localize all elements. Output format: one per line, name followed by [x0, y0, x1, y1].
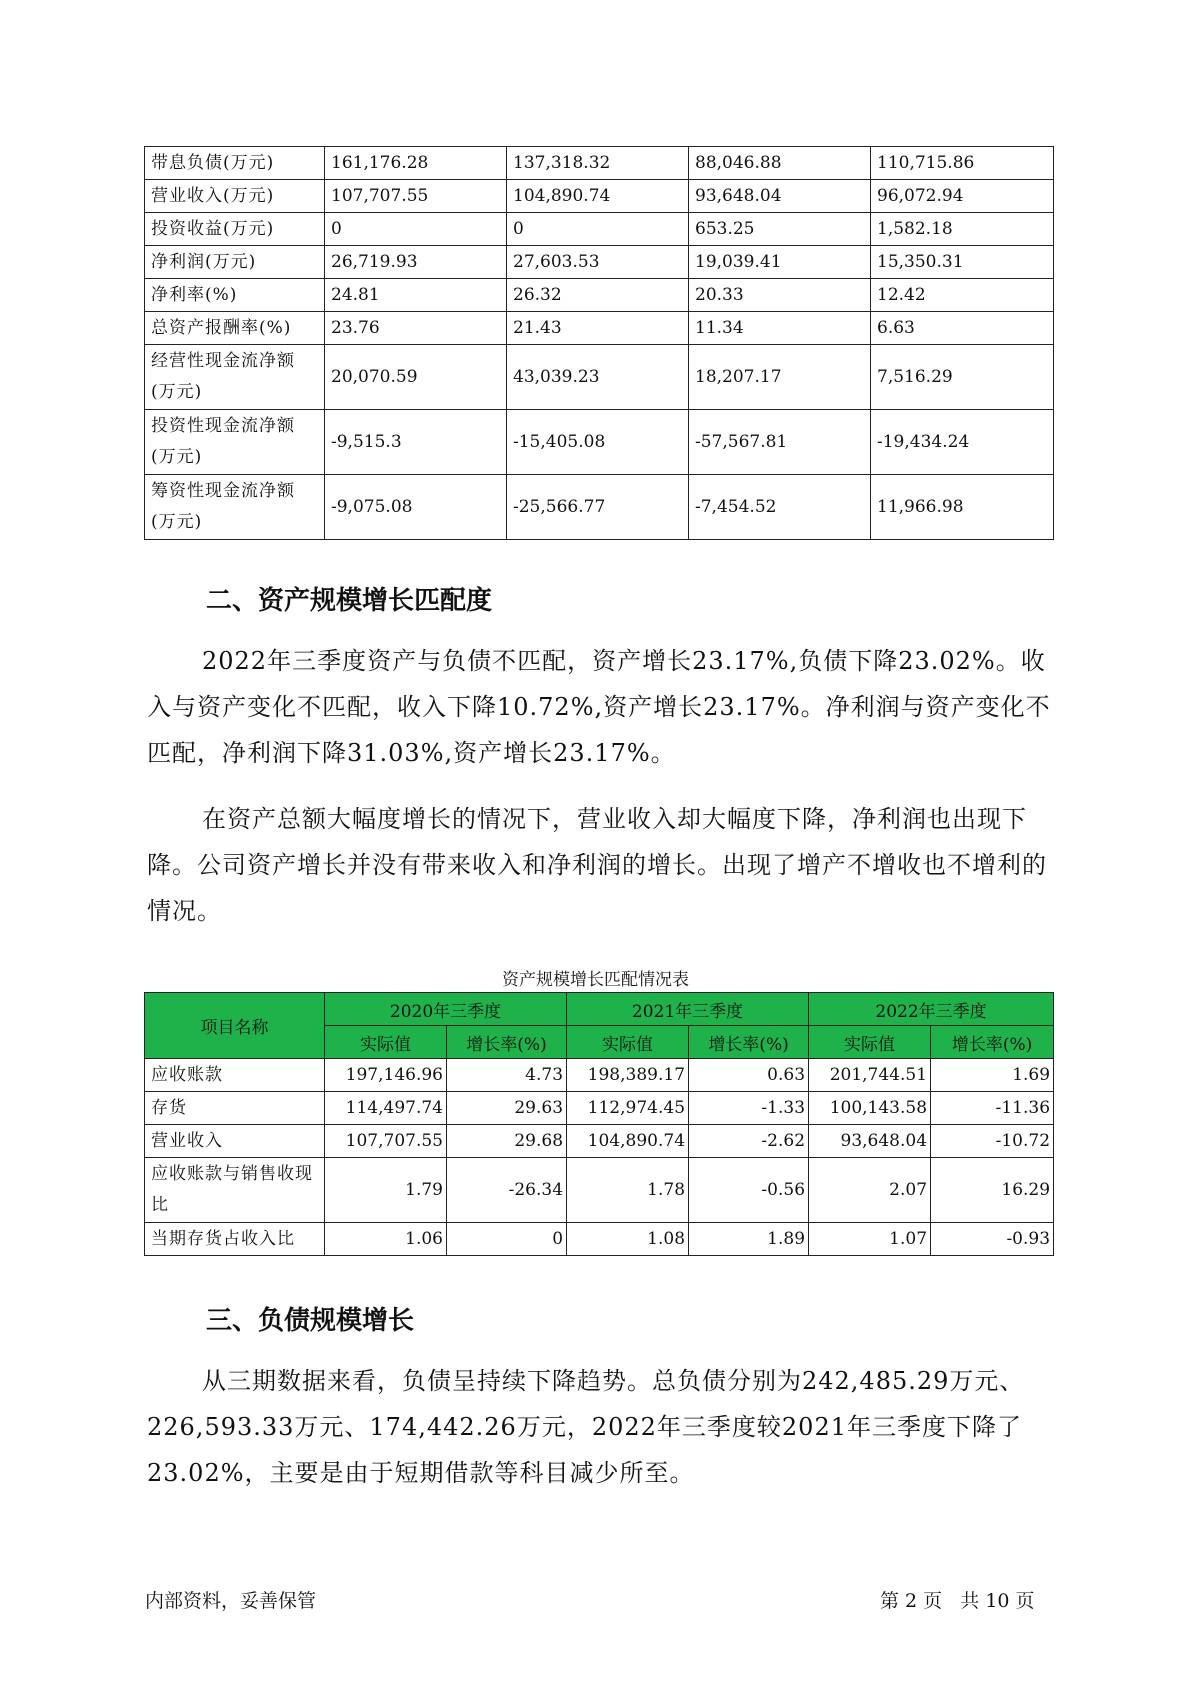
section-heading: 二、资产规模增长匹配度	[206, 586, 493, 616]
table-cell: -7,454.52	[689, 475, 871, 540]
table-cell: 653.25	[689, 213, 871, 246]
table-row	[145, 1125, 1054, 1158]
column-header: 2020年三季度	[325, 993, 567, 1026]
table-cell: 0	[507, 213, 689, 246]
table-cell: 201,744.51	[809, 1059, 931, 1092]
page-number: 第 2 页 共 10 页	[880, 1590, 1035, 1612]
table-cell: 26,719.93	[325, 246, 507, 279]
table-cell: 4.73	[447, 1059, 567, 1092]
asset-growth-match-table	[144, 992, 1054, 1256]
table-cell: 198,389.17	[567, 1059, 689, 1092]
row-label: 投资收益(万元)	[145, 213, 325, 246]
table-cell: 93,648.04	[689, 180, 871, 213]
table-row	[145, 246, 1054, 279]
table-cell: 27,603.53	[507, 246, 689, 279]
table-cell: 1,582.18	[871, 213, 1054, 246]
footer-confidential-note: 内部资料，妥善保管	[145, 1590, 317, 1612]
financial-indicators-table	[144, 146, 1054, 540]
row-label: 净利率(%)	[145, 279, 325, 312]
table-cell: 161,176.28	[325, 147, 507, 180]
table-cell: 16.29	[931, 1158, 1054, 1223]
table-cell: 0.63	[689, 1059, 809, 1092]
row-label: 总资产报酬率(%)	[145, 312, 325, 345]
column-header: 2021年三季度	[567, 993, 809, 1026]
table-cell: -0.93	[931, 1223, 1054, 1256]
table-cell: 26.32	[507, 279, 689, 312]
table-cell: 104,890.74	[567, 1125, 689, 1158]
table-cell: 93,648.04	[809, 1125, 931, 1158]
table-cell: 104,890.74	[507, 180, 689, 213]
table-cell: 88,046.88	[689, 147, 871, 180]
table-cell: 7,516.29	[871, 345, 1054, 410]
paragraph: 2022年三季度资产与负债不匹配，资产增长23.17%,负债下降23.02%。收入与资产变化不匹配，收入下降10.72%,资产增长23.17%。净利润与资产变化不匹配，净利润下降31.03%,资产增长23.17%。	[147, 647, 1051, 767]
table-row	[145, 147, 1054, 180]
column-header: 实际值	[809, 1026, 931, 1059]
table-cell: 21.43	[507, 312, 689, 345]
table-cell: 96,072.94	[871, 180, 1054, 213]
table-row	[145, 312, 1054, 345]
table-cell: 1.06	[325, 1223, 447, 1256]
table-cell: 23.76	[325, 312, 507, 345]
table-cell: 1.08	[567, 1223, 689, 1256]
table-cell: 0	[325, 213, 507, 246]
table-cell: 1.79	[325, 1158, 447, 1223]
row-label: 经营性现金流净额(万元)	[145, 345, 325, 410]
row-label: 带息负债(万元)	[145, 147, 325, 180]
row-label: 营业收入(万元)	[145, 180, 325, 213]
column-header: 实际值	[567, 1026, 689, 1059]
row-label: 应收账款与销售收现比	[145, 1158, 325, 1223]
table-caption: 资产规模增长匹配情况表	[502, 970, 689, 990]
table-cell: 112,974.45	[567, 1092, 689, 1125]
table-header-row	[145, 993, 1054, 1026]
table-cell: 114,497.74	[325, 1092, 447, 1125]
row-label: 存货	[145, 1092, 325, 1125]
table-cell: -26.34	[447, 1158, 567, 1223]
table-cell: 100,143.58	[809, 1092, 931, 1125]
column-header: 增长率(%)	[689, 1026, 809, 1059]
table-cell: 20.33	[689, 279, 871, 312]
table-cell: 1.69	[931, 1059, 1054, 1092]
table-cell: -57,567.81	[689, 410, 871, 475]
table-row	[145, 1092, 1054, 1125]
table-row	[145, 475, 1054, 540]
table-cell: -9,515.3	[325, 410, 507, 475]
table-cell: 20,070.59	[325, 345, 507, 410]
row-label: 筹资性现金流净额(万元)	[145, 475, 325, 540]
table-cell: 1.78	[567, 1158, 689, 1223]
table-row	[145, 1223, 1054, 1256]
table-cell: 197,146.96	[325, 1059, 447, 1092]
table-cell: -19,434.24	[871, 410, 1054, 475]
row-label: 投资性现金流净额(万元)	[145, 410, 325, 475]
section-heading: 三、负债规模增长	[206, 1306, 415, 1336]
table-cell: 24.81	[325, 279, 507, 312]
table-cell: -1.33	[689, 1092, 809, 1125]
table-cell: -15,405.08	[507, 410, 689, 475]
table-row	[145, 345, 1054, 410]
column-header: 2022年三季度	[809, 993, 1054, 1026]
column-header: 实际值	[325, 1026, 447, 1059]
table-row	[145, 279, 1054, 312]
table-cell: 107,707.55	[325, 1125, 447, 1158]
table-cell: 0	[447, 1223, 567, 1256]
row-label: 当期存货占收入比	[145, 1223, 325, 1256]
table-cell: 15,350.31	[871, 246, 1054, 279]
table-cell: 43,039.23	[507, 345, 689, 410]
table-row	[145, 1158, 1054, 1223]
table-row	[145, 1059, 1054, 1092]
table-cell: 19,039.41	[689, 246, 871, 279]
table-cell: -2.62	[689, 1125, 809, 1158]
table-cell: -0.56	[689, 1158, 809, 1223]
paragraph: 在资产总额大幅度增长的情况下，营业收入却大幅度下降，净利润也出现下降。公司资产增长并没有带来收入和净利润的增长。出现了增产不增收也不增利的情况。	[147, 805, 1047, 925]
table-cell: 11,966.98	[871, 475, 1054, 540]
table-cell: 110,715.86	[871, 147, 1054, 180]
table-cell: 12.42	[871, 279, 1054, 312]
column-header: 增长率(%)	[931, 1026, 1054, 1059]
column-header: 项目名称	[145, 993, 325, 1059]
table-row	[145, 213, 1054, 246]
table-cell: 18,207.17	[689, 345, 871, 410]
table-cell: -9,075.08	[325, 475, 507, 540]
table-cell: 29.63	[447, 1092, 567, 1125]
row-label: 营业收入	[145, 1125, 325, 1158]
table-cell: 137,318.32	[507, 147, 689, 180]
paragraph: 从三期数据来看，负债呈持续下降趋势。总负债分别为242,485.29万元、226,593.33万元、174,442.26万元，2022年三季度较2021年三季度下降了23.02%，主要是由于短期借款等科目减少所至。	[147, 1367, 1025, 1487]
table-cell: 1.89	[689, 1223, 809, 1256]
column-header: 增长率(%)	[447, 1026, 567, 1059]
table-cell: 6.63	[871, 312, 1054, 345]
table-cell: 29.68	[447, 1125, 567, 1158]
table-cell: 1.07	[809, 1223, 931, 1256]
table-cell: -25,566.77	[507, 475, 689, 540]
table-cell: 2.07	[809, 1158, 931, 1223]
row-label: 净利润(万元)	[145, 246, 325, 279]
row-label: 应收账款	[145, 1059, 325, 1092]
table-cell: -10.72	[931, 1125, 1054, 1158]
table-cell: 107,707.55	[325, 180, 507, 213]
table-cell: 11.34	[689, 312, 871, 345]
table-row	[145, 410, 1054, 475]
table-row	[145, 180, 1054, 213]
table-cell: -11.36	[931, 1092, 1054, 1125]
